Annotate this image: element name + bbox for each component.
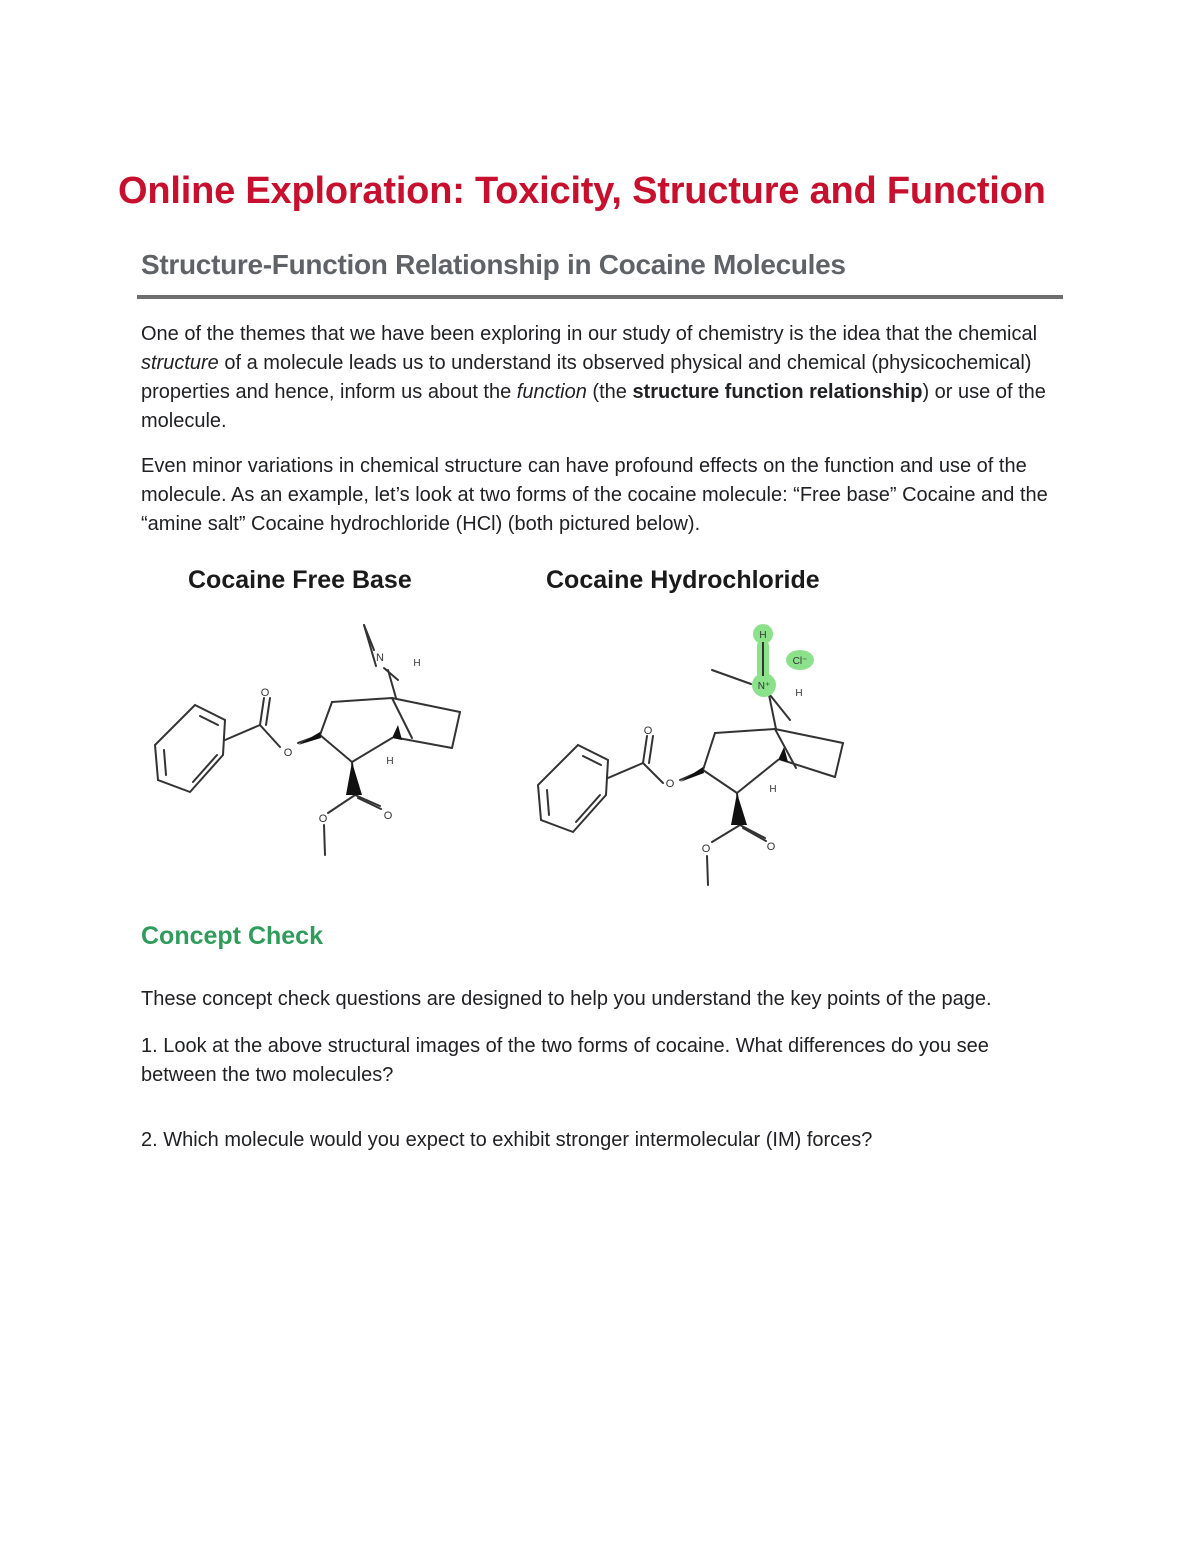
free-base-benzene-ring [155, 705, 225, 792]
intro-paragraph [141, 320, 1061, 436]
salt-oxygen-carbonyl-label: O [643, 725, 653, 737]
salt-chloride-label: Cl⁻ [792, 656, 808, 667]
molecule-structures [140, 610, 880, 900]
question-2: 2. Which molecule would you expect to exhibit stronger intermolecular (IM) forces? [141, 1129, 873, 1151]
concept-check-heading: Concept Check [141, 922, 323, 950]
salt-oxygen-methoxy-label: O [701, 843, 711, 855]
section-divider [137, 295, 1063, 299]
intro-emphasis-structure: structure [141, 352, 219, 374]
intro-text-3: (the [586, 381, 633, 403]
page-title: Online Exploration: Toxicity, Structure and Function [118, 170, 1046, 212]
free-base-title: Cocaine Free Base [188, 566, 412, 594]
salt-hydrogen-n-label: H [759, 630, 767, 641]
salt-oxygen-ester2-label: O [766, 841, 776, 853]
free-base-nitrogen-label: N [376, 652, 384, 664]
free-base-oxygen-carbonyl-label: O [260, 687, 270, 699]
free-base-oxygen-ester-label: O [283, 747, 293, 759]
intro-text-2: of a molecule leads us to understand its observed physical and chemical (physicochemical) properties and hence, inform us about the [141, 352, 1032, 403]
salt-oxygen-ester-label: O [665, 778, 675, 790]
free-base-hydrogen-bottom-label: H [386, 756, 394, 767]
question-1: 1. Look at the above structural images of the two forms of cocaine. What differences do you see between the two molecules? [141, 1035, 989, 1086]
variation-paragraph: Even minor variations in chemical structure can have profound effects on the function and use of the molecule. As an example, let’s look at two forms of the cocaine molecule: “Free base” Cocaine and the “amine salt” Cocaine hydrochloride (HCl) (both pictured below). [141, 455, 1048, 535]
free-base-hydrogen-top-label: H [413, 658, 421, 669]
salt-hydrogen-bottom-label: H [769, 784, 777, 795]
free-base-oxygen-ester2-label: O [383, 810, 393, 822]
concept-check-intro: These concept check questions are designed to help you understand the key points of the page. [141, 988, 992, 1010]
intro-strong-relationship: structure function relationship [632, 381, 923, 403]
section-heading: Structure-Function Relationship in Cocaine Molecules [141, 249, 846, 280]
salt-nitrogen-cation-label: N⁺ [757, 681, 771, 692]
hydrochloride-title: Cocaine Hydrochloride [546, 566, 820, 594]
intro-text-4: ) or use of the molecule. [141, 381, 1046, 432]
intro-text-1: One of the themes that we have been exploring in our study of chemistry is the idea that the chemical [141, 323, 1038, 345]
salt-hydrogen-top-label: H [795, 688, 803, 699]
hydrochloride-benzene-ring [538, 745, 608, 832]
intro-emphasis-function: function [516, 381, 587, 403]
free-base-oxygen-methoxy-label: O [318, 813, 328, 825]
